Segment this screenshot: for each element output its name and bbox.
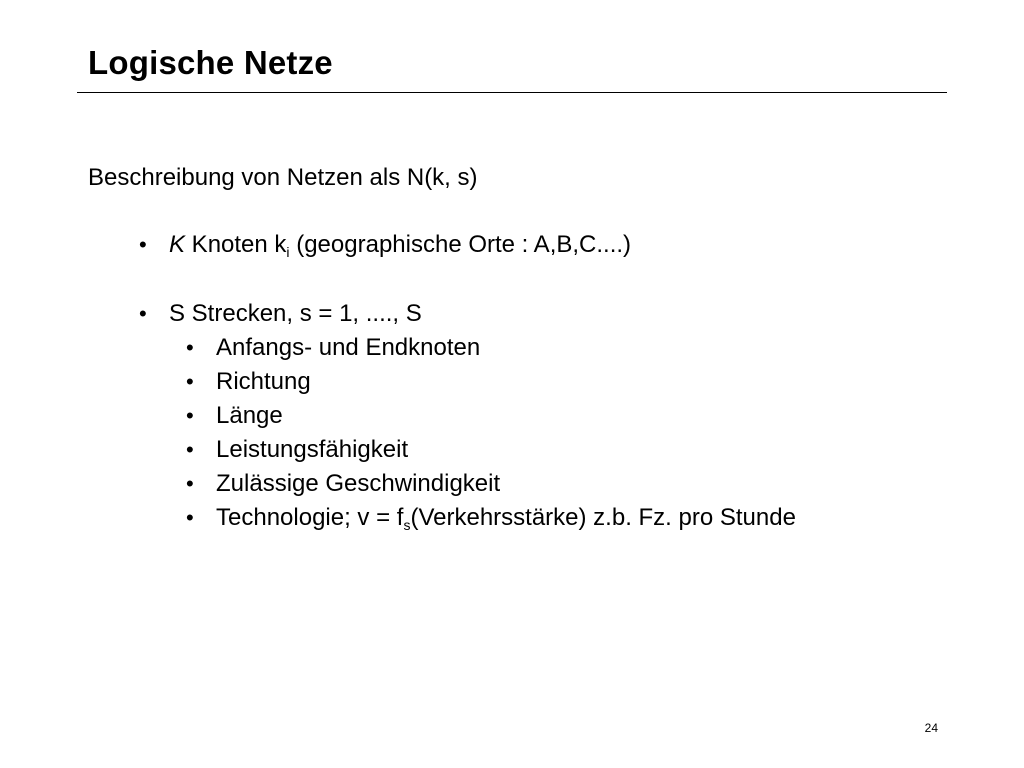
page-number: 24 — [924, 721, 938, 735]
sub-list-item-technology — [186, 503, 796, 533]
list-item-nodes — [139, 230, 631, 260]
sub-item-label: Anfangs- und Endknoten — [216, 334, 481, 361]
bullet-icon: • — [139, 301, 147, 326]
bullet-icon: • — [139, 232, 147, 257]
nodes-subscript: i — [286, 244, 290, 260]
bullet-icon: • — [186, 369, 194, 394]
nodes-label: Knoten k — [185, 231, 287, 258]
bullet-icon: • — [186, 403, 194, 428]
slide-title: Logische Netze — [88, 44, 333, 81]
list-item-segments — [139, 299, 422, 329]
technology-label: Technologie; v = f — [216, 504, 404, 531]
sub-list-item — [186, 333, 480, 363]
sub-list-item — [186, 401, 283, 431]
bullet-icon: • — [186, 437, 194, 462]
bullet-icon: • — [186, 335, 194, 360]
sub-item-label: Länge — [216, 402, 283, 429]
nodes-description: (geographische Orte : A,B,C....) — [289, 231, 632, 258]
technology-subscript: s — [403, 517, 411, 533]
technology-description: (Verkehrsstärke) z.b. Fz. pro Stunde — [410, 504, 796, 531]
sub-list-item — [186, 469, 500, 499]
bullet-icon: • — [186, 471, 194, 496]
nodes-symbol: K — [169, 231, 186, 258]
sub-item-label: Leistungsfähigkeit — [216, 436, 409, 463]
intro-text: Beschreibung von Netzen als N(k, s) — [88, 164, 478, 191]
bullet-icon: • — [186, 505, 194, 530]
segments-label: S Strecken, s = 1, ...., S — [169, 300, 422, 327]
sub-item-label: Zulässige Geschwindigkeit — [216, 470, 501, 497]
sub-list-item — [186, 367, 311, 397]
title-divider — [77, 92, 947, 93]
sub-item-label: Richtung — [216, 368, 311, 395]
sub-list-item — [186, 435, 408, 465]
